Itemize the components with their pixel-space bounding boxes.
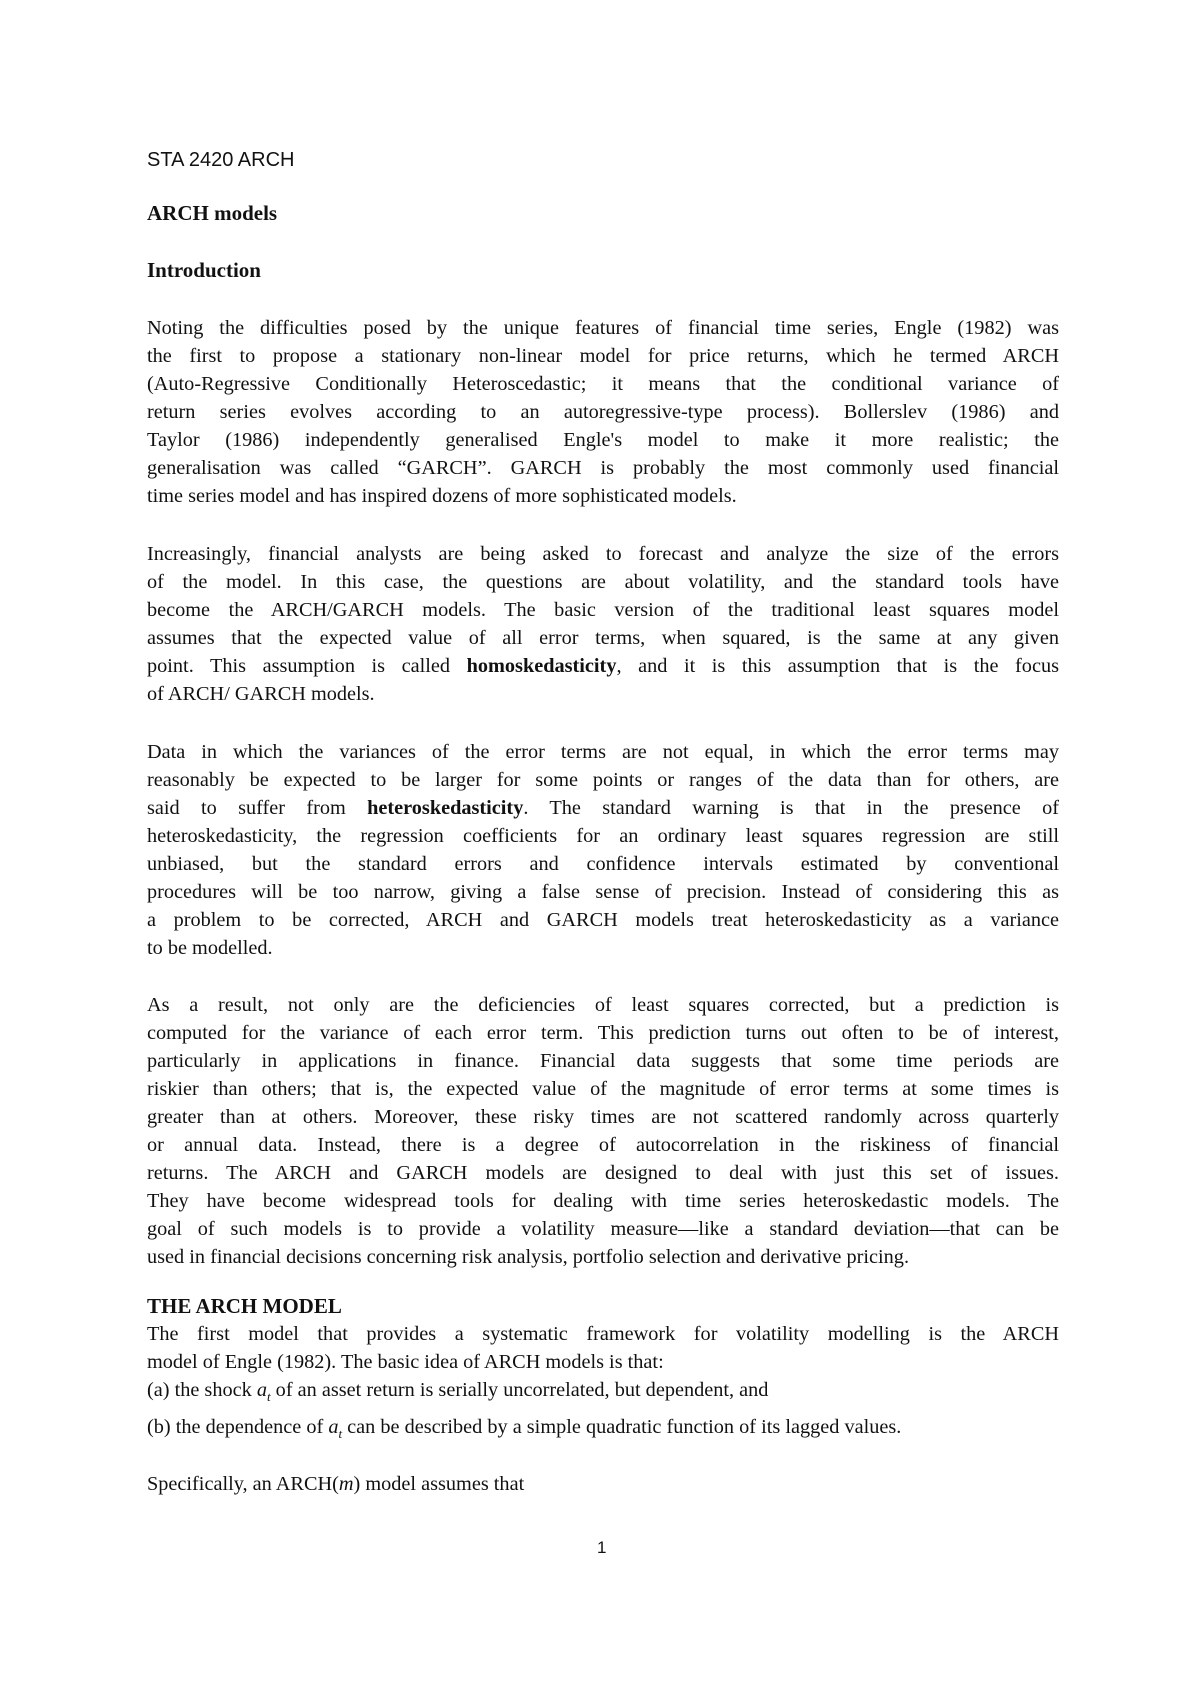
specification-line [147, 1470, 524, 1498]
text-line [147, 794, 1059, 822]
text-line: of the model. In this case, the questions are about volatility, and the standard tools have [147, 571, 1059, 593]
text-line: returns. The ARCH and GARCH models are designed to deal with just this set of issues. [147, 1162, 1059, 1184]
text-line [147, 652, 1059, 680]
text-line: computed for the variance of each error term. This prediction turns out often to be of interest, [147, 1022, 1059, 1044]
text-line: of ARCH/ GARCH models. [147, 683, 375, 705]
arch-model-heading: THE ARCH MODEL [147, 1294, 342, 1318]
shock-variable: a [256, 1379, 267, 1401]
paragraph-4 [147, 991, 1059, 1271]
shock-variable: a [328, 1416, 339, 1438]
text-line: Data in which the variances of the error terms are not equal, in which the error terms may [147, 741, 1059, 763]
text-line: the first to propose a stationary non-linear model for price returns, which he termed ARCH [147, 345, 1059, 367]
paragraph-3 [147, 738, 1059, 962]
arch-intro [147, 1320, 1059, 1376]
page-number: 1 [597, 1538, 607, 1557]
text-line: unbiased, but the standard errors and confidence intervals estimated by conventional [147, 853, 1059, 875]
text-line: to be modelled. [147, 937, 273, 959]
text-line: or annual data. Instead, there is a degree of autocorrelation in the riskiness of financial [147, 1134, 1059, 1156]
text-line: reasonably be expected to be larger for some points or ranges of the data than for others, are [147, 769, 1059, 791]
text-line: heteroskedasticity, the regression coefficients for an ordinary least squares regression are still [147, 825, 1059, 847]
introduction-heading: Introduction [147, 258, 261, 282]
text-line: time series model and has inspired dozens of more sophisticated models. [147, 485, 737, 507]
text-fragment: can be described by a simple quadratic function of its lagged values. [342, 1416, 902, 1438]
text-fragment: of an asset return is serially uncorrelated, but dependent, and [275, 1379, 769, 1401]
text-line: greater than at others. Moreover, these risky times are not scattered randomly across quarterly [147, 1106, 1059, 1128]
paragraph-2 [147, 540, 1059, 708]
text-line: Increasingly, financial analysts are being asked to forecast and analyze the size of the errors [147, 543, 1059, 565]
text-fragment: . The standard warning is that in the presence of [523, 797, 1059, 819]
order-variable: m [338, 1473, 354, 1495]
text-line: become the ARCH/GARCH models. The basic version of the traditional least squares model [147, 599, 1059, 621]
text-line: procedures will be too narrow, giving a false sense of precision. Instead of considering this as [147, 881, 1059, 903]
homoskedasticity-term: homoskedasticity [466, 655, 617, 677]
text-fragment: ) model assumes that [353, 1473, 525, 1495]
heteroskedasticity-term: heteroskedasticity [367, 797, 524, 819]
text-fragment: said to suffer from [147, 797, 368, 819]
text-line: (Auto-Regressive Conditionally Heteroscedastic; it means that the conditional variance of [147, 373, 1059, 395]
text-line: They have become widespread tools for dealing with time series heteroskedastic models. The [147, 1190, 1059, 1212]
document-title: ARCH models [147, 201, 278, 225]
text-line: model of Engle (1982). The basic idea of ARCH models is that: [147, 1351, 664, 1373]
text-line: particularly in applications in finance. Financial data suggests that some time periods are [147, 1050, 1059, 1072]
text-fragment: (b) the dependence of [147, 1416, 329, 1438]
text-fragment: point. This assumption is called [147, 655, 467, 677]
text-line: used in financial decisions concerning risk analysis, portfolio selection and derivative pricing. [147, 1246, 910, 1268]
text-line: riskier than others; that is, the expected value of the magnitude of error terms at some times is [147, 1078, 1059, 1100]
paragraph-1 [147, 314, 1059, 510]
text-line: Taylor (1986) independently generalised Engle's model to make it more realistic; the [147, 429, 1059, 451]
text-fragment: , and it is this assumption that is the focus [616, 655, 1059, 677]
time-subscript: t [338, 1426, 343, 1441]
list-item-a [147, 1376, 768, 1411]
text-fragment: (a) the shock [147, 1379, 257, 1401]
text-fragment: Specifically, an ARCH( [147, 1473, 339, 1495]
text-line: return series evolves according to an autoregressive-type process). Bollerslev (1986) and [147, 401, 1059, 423]
list-item-b [147, 1413, 901, 1448]
text-line: The first model that provides a systematic framework for volatility modelling is the ARCH [147, 1323, 1059, 1345]
time-subscript: t [266, 1389, 271, 1404]
text-line: generalisation was called “GARCH”. GARCH is probably the most commonly used financial [147, 457, 1059, 479]
text-line: goal of such models is to provide a volatility measure—like a standard deviation—that can be [147, 1218, 1059, 1240]
text-line: Noting the difficulties posed by the unique features of financial time series, Engle (1982) was [147, 317, 1059, 339]
course-code: STA 2420 ARCH [147, 149, 295, 171]
text-line: As a result, not only are the deficiencies of least squares corrected, but a prediction is [147, 994, 1059, 1016]
text-line: a problem to be corrected, ARCH and GARCH models treat heteroskedasticity as a variance [147, 909, 1059, 931]
text-line: assumes that the expected value of all error terms, when squared, is the same at any given [147, 627, 1059, 649]
